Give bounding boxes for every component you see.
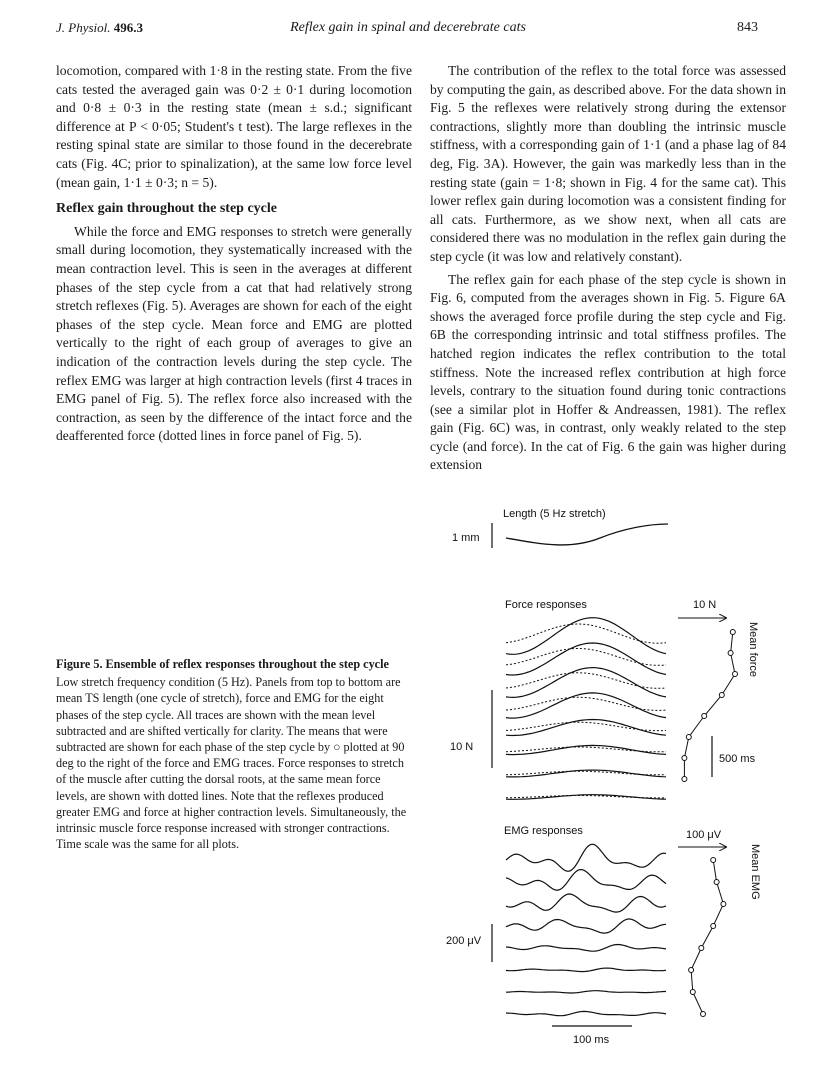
force-deafferented-trace-3 (506, 673, 666, 689)
caption-body: Low stretch frequency condition (5 Hz). Panels from top to bottom are mean TS length (one cycle of stretch), force and EMG for the eight phases of the step cycle. All traces are shown with the mean level subtracted and are shifted vertically for clarity. The means that were subtracted are shown for each phase of the step cycle by ○ plotted at 90 deg to the right of the force and EMG traces. Force responses to stretch of the muscle after cutting the dorsal roots, at the same mean force levels, are shown with dotted lines. Note that the reflexes produced greater EMG and force at higher contraction levels. Simultaneously, the intrinsic muscle force response increased with stronger contractions. Time scale was the same for all plots. (56, 675, 407, 852)
emg-trace-1 (506, 844, 666, 871)
force-deafferented-trace-5 (506, 722, 666, 730)
mean-force-scale-label: 10 N (693, 599, 717, 611)
force-deafferented-trace-7 (506, 771, 666, 775)
emg-trace-4 (506, 919, 666, 933)
emg-trace-5 (506, 945, 666, 952)
mean-emg-scale-label: 100 μV (686, 829, 722, 841)
force-deafferented-trace-4 (506, 697, 666, 710)
right-paragraph-1: The contribution of the reflex to the total force was assessed by computing the gain, as described above. For the data shown in Fig. 5 the reflexes were relatively strong during the extensor contractions, slightly more than doubling the intrinsic muscle stiffness, with a corresponding gain of 1·1 (and a phase lag of 84 deg, Fig. 3A). However, the gain was markedly less than in the resting state (gain = 1·8; shown in Fig. 4 for the same cat). This lower reflex gain during locomotion was a consistent finding for all cats. Furthermore, as we show next, when all cats are considered there was no modulation in the reflex gain during the step cycle (it was low and relatively constant). (430, 63, 786, 264)
force-deafferented-trace-6 (506, 747, 666, 752)
mean-force-point-7 (682, 756, 687, 761)
mean-force-point-6 (686, 735, 691, 740)
emg-scale-label: 200 μV (446, 935, 482, 947)
emg-trace-7 (506, 991, 666, 993)
page-number: 843 (737, 20, 758, 35)
emg-label: EMG responses (504, 825, 583, 837)
mean-emg-point-6 (689, 968, 694, 973)
emg-traces (506, 844, 666, 1016)
mean-force-point-4 (719, 693, 724, 698)
journal-name: J. Physiol. (56, 20, 111, 35)
mean-emg-point-2 (714, 880, 719, 885)
mean-emg-point-3 (721, 902, 726, 907)
force-deafferented-trace-8 (506, 796, 666, 798)
emg-trace-2 (506, 870, 666, 891)
mean-emg-label: Mean EMG (749, 844, 761, 900)
length-label: Length (5 Hz stretch) (503, 508, 606, 520)
force-deafferented-trace-1 (506, 624, 666, 643)
mean-force-label: Mean force (747, 622, 759, 678)
mean-force-point-2 (728, 651, 733, 656)
left-paragraph-2: While the force and EMG responses to stretch were generally small during locomotion, they systematically increased with the mean contraction level. This is seen in the averages at different phases of the step cycle from a cat that had relatively strong stretch reflexes (Fig. 5). Averages are shown for each of the eight phases of the step cycle. Mean force and EMG are plotted vertically to the right of each group of averages to give an indication of the contraction levels during the step cycle. The reflex EMG was larger at high contraction levels (first 4 traces in EMG panel of Fig. 5). The reflex force also increased with the contraction, as seen by the difference of the intact force and the deafferented force (dotted lines in force panel of Fig. 5). (56, 223, 412, 444)
emg-trace-6 (506, 968, 666, 972)
emg-trace-3 (506, 894, 666, 912)
left-paragraph-1: locomotion, compared with 1·8 in the resting state. From the five cats tested the averaged gain was 0·2 ± 0·1 during locomotion and 0·8 ± 0·3 in the resting state (mean ± s.d.; significant difference at P < 0·05; Student's t test). The large reflexes in the resting spinal state are similar to those found in the decerebrate cats (Fig. 4C; prior to spinalization), at the same low force level (mean gain, 1·1 ± 0·3; n = 5). (56, 63, 412, 190)
mean-force-point-8 (682, 777, 687, 782)
journal-volume: 496.3 (113, 20, 144, 35)
mean-emg-point-8 (701, 1012, 706, 1017)
mean-force-point-5 (702, 714, 707, 719)
mean-emg-point-5 (699, 946, 704, 951)
mean-emg-plot (689, 858, 726, 1017)
force-traces (506, 618, 666, 800)
emg-trace-8 (506, 1011, 666, 1015)
mean-force-point-3 (733, 672, 738, 677)
force-deafferented-trace-2 (506, 649, 666, 666)
mean-emg-point-1 (711, 858, 716, 863)
mean-emg-point-4 (711, 924, 716, 929)
running-title: Reflex gain in spinal and decerebrate cats (290, 20, 526, 35)
length-trace (506, 524, 668, 545)
force-label: Force responses (505, 599, 587, 611)
section-heading: Reflex gain throughout the step cycle (56, 201, 277, 217)
time-scale-500-label: 500 ms (719, 753, 756, 765)
force-scale-label: 10 N (450, 741, 474, 753)
mean-emg-point-7 (690, 990, 695, 995)
mean-force-point-1 (730, 630, 735, 635)
force-trace-1 (506, 618, 666, 655)
time-scale-100-label: 100 ms (573, 1034, 610, 1046)
right-paragraph-2: The reflex gain for each phase of the step cycle is shown in Fig. 6, computed from the averages shown in Fig. 5. Figure 6A shows the averaged force profile during the step cycle and Fig. 6B the corresponding intrinsic and total stiffness profiles. The hatched region indicates the reflex contribution to the total stiffness. Note the increased reflex contribution at high force levels, contrary to the situation found during tonic contractions (see a similar plot in Hoffer & Andreassen, 1981). The reflex gain (Fig. 6C) was, in contrast, only weakly related to the step cycle (and force). In the cat of Fig. 6 the gain was higher during extension (430, 271, 786, 473)
caption-title: Figure 5. Ensemble of reflex responses throughout the step cycle (56, 657, 389, 671)
length-scale-label: 1 mm (452, 532, 480, 544)
